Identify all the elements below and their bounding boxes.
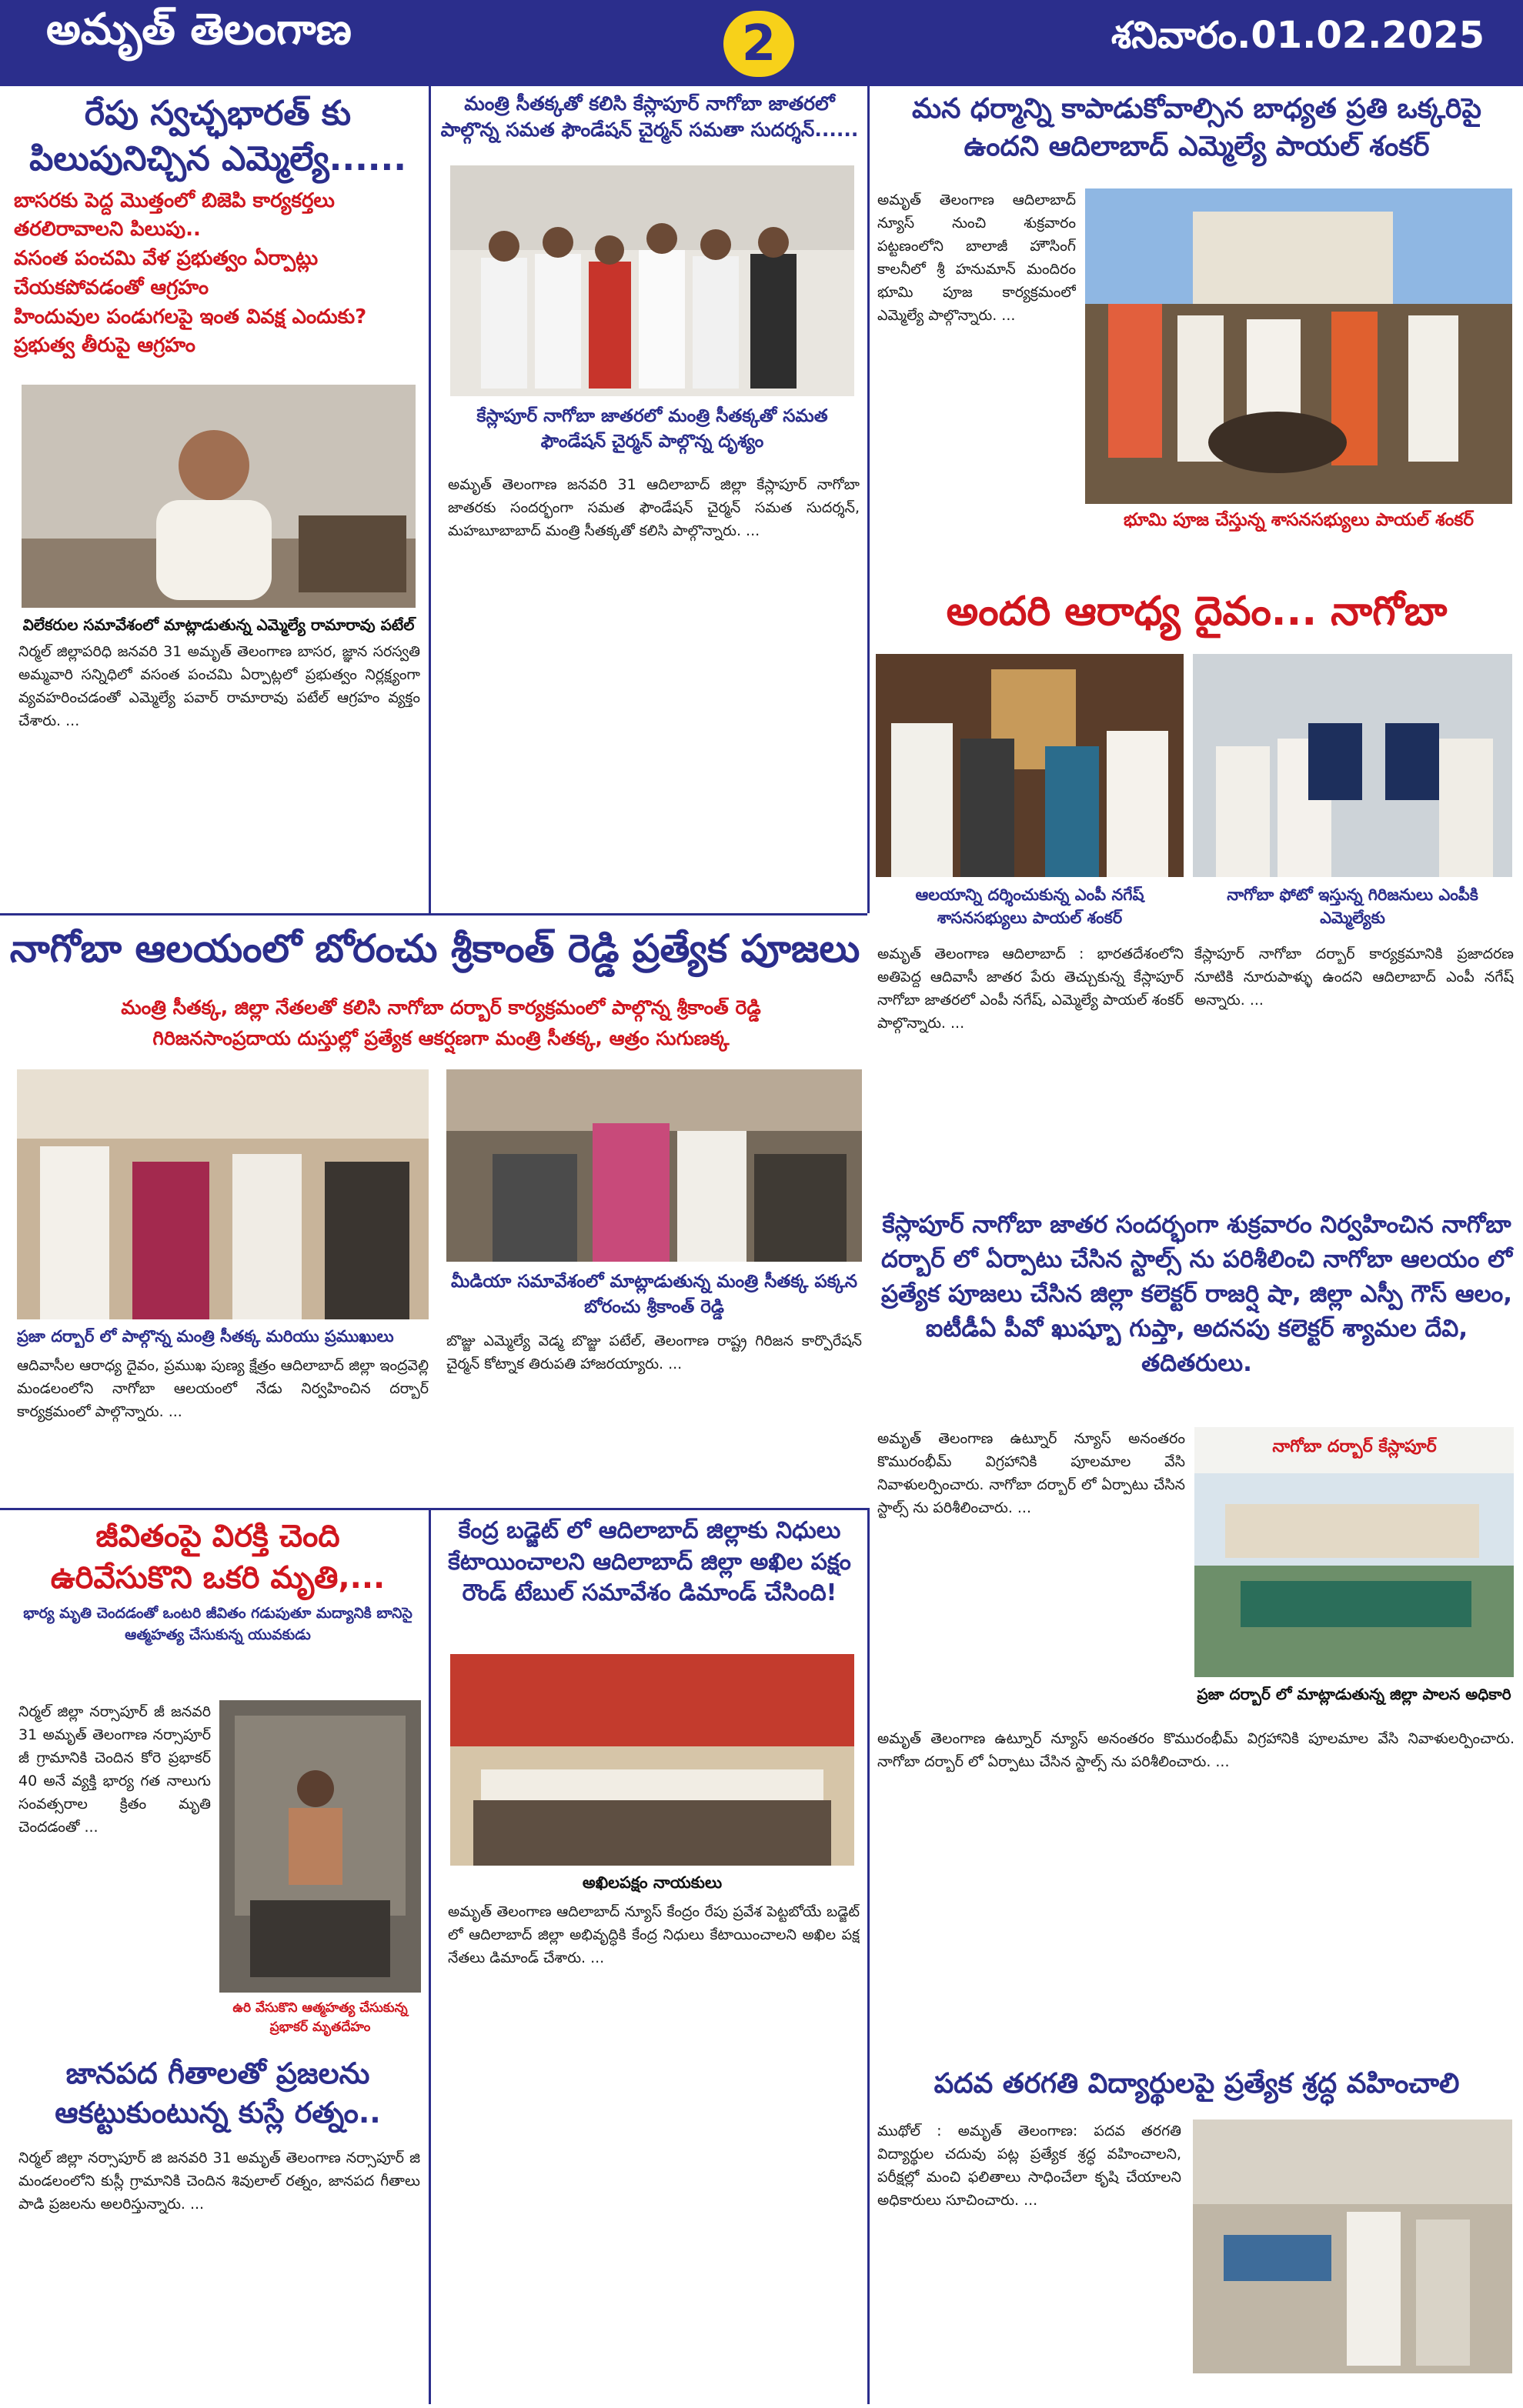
photo-all-party-meeting: [450, 1654, 854, 1866]
page-number-badge: 2: [723, 11, 794, 77]
article-body: ఆదివాసీల ఆరాధ్య దైవం, ప్రముఖ పుణ్య క్షేత్రం ఆదిలాబాద్ జిల్లా ఇంద్రవెల్లి మండలంలోని నాగోబా ఆలయంలో నేడు నిర్వహించిన దర్బార్ కార్యక్రమంలో పాల్గొన్నారు. ...: [17, 1357, 429, 1420]
headline: పిలుపునిచ్చిన ఎమ్మెల్యే......: [29, 139, 406, 179]
article-body: అమృత్ తెలంగాణ ఉట్నూర్ న్యూస్ అనంతరం కొమురంభీమ్ విగ్రహానికి పూలమాల వేసి నివాళులర్పించారు. నాగోబా దర్బార్ లో ఏర్పాటు చేసిన స్టాల్స్ ను పరిశీలించారు. ...: [877, 1430, 1185, 1516]
column-divider: [429, 1508, 431, 2404]
headline: ఉరివేసుకొని ఒకరి మృతి,...: [50, 1560, 386, 1596]
banner-text: నాగోబా దర్బార్ కేస్లాపూర్: [1272, 1437, 1437, 1456]
subheadline: వసంత పంచమి వేళ ప్రభుత్వం ఏర్పాట్లు: [14, 247, 319, 271]
photo-nagoba-portrait-gift: [1193, 654, 1512, 877]
masthead-title: అమృత్ తెలంగాణ: [46, 5, 352, 55]
article-body: నిర్మల్ జిల్లా నర్సాపూర్ జి జనవరి 31 అమృత్ తెలంగాణ నర్సాపూర్ జి మండలంలోని కుస్లీ గ్రామానికి చెందిన శివులాల్ రత్నం, జానపద గీతాలు పాడి ప్రజలను అలరిస్తున్నారు. ...: [18, 2150, 420, 2213]
masthead-date: శనివారం.01.02.2025: [1111, 14, 1485, 57]
column-divider: [867, 86, 870, 913]
photo-caption: ప్రజా దర్బార్ లో మాట్లాడుతున్న జిల్లా పాలన అధికారి: [1197, 1685, 1511, 1703]
section-divider: [0, 1508, 867, 1510]
story-suicide: [14, 1516, 422, 1646]
photo-temple-visit: [876, 654, 1184, 877]
photo-caption: భూమి పూజ చేస్తున్న శాసనసభ్యులు పాయల్ శంకర్: [1123, 510, 1475, 530]
headline: ఉందని ఆదిలాబాద్ ఎమ్మెల్యే పాయల్ శంకర్: [964, 130, 1430, 162]
photo-deceased: [219, 1700, 421, 1993]
headline: ఆకట్టుకుంటున్న కుస్లే రత్నం..: [55, 2096, 381, 2130]
subheadline: ప్రభుత్వ తీరుపై ఆగ్రహం: [14, 334, 195, 358]
article-body: అమృత్ తెలంగాణ జనవరి 31 ఆదిలాబాద్ జిల్లా కేస్లాపూర్ నాగోబా జాతరకు సందర్భంగా సమత ఫౌండేషన్ చైర్మన్ సమత సుదర్శన్, మహబూబాబాద్ మంత్రి సీతక్కతో కలిసి పాల్గొన్నారు. ...: [448, 476, 860, 539]
column-divider: [429, 86, 431, 913]
subheadline: హిందువుల పండుగలపై ఇంత వివక్ష ఎందుకు?: [14, 305, 367, 329]
article-body: నిర్మల్ జిల్లా నర్సాపూర్ జీ జనవరి 31 అమృత్ తెలంగాణ నర్సాపూర్ జీ గ్రామానికి చెందిన కోరె ప్రభాకర్ 40 అనే వ్యక్తి భార్య గత నాలుగు సంవత్సరాల క్రితం మృతి చెందడంతో ...: [18, 1703, 211, 1836]
subheadline: మంత్రి సీతక్క, జిల్లా నేతలతో కలిసి నాగోబా దర్బార్ కార్యక్రమంలో పాల్గొన్న శ్రీకాంత్ రెడ్డి: [121, 996, 761, 1019]
headline: మన ధర్మాన్ని కాపాడుకోవాల్సిన బాధ్యత ప్రతి ఒక్కరిపై: [911, 93, 1481, 125]
headline: కేస్లాపూర్ నాగోబా జాతర సందర్భంగా శుక్రవారం నిర్వహించిన నాగోబా దర్బార్ లో ఏర్పాటు చేసిన స్టాల్స్ ను పరిశీలించి నాగోబా ఆలయం లో ప్రత్యేక పూజలు చేసిన జిల్లా కలెక్టర్ రాజర్షి షా, జిల్లా ఎస్పీ గౌస్ ఆలం, ఐటీడీఏ పీవో ఖుష్బూ గుప్తా, అదనపు కలెక్టర్ శ్యామల దేవి, తదితరులు.: [880, 1211, 1513, 1377]
photo-bhoomi-pooja: [1085, 188, 1512, 504]
article-body: అమృత్ తెలంగాణ ఆదిలాబాద్ న్యూస్ నుంచి శుక్రవారం పట్టణంలోని బాలాజీ హౌసింగ్ కాలనీలో శ్రీ హనుమాన్ మందిరం భూమి పూజ కార్యక్రమంలో ఎమ్మెల్యే పాల్గొన్నారు. ...: [877, 192, 1076, 324]
article-body: బొజ్జు ఎమ్మెల్యే వెడ్మ బొజ్జు పటేల్, తెలంగాణ రాష్ట్ర గిరిజన కార్పొరేషన్ చైర్మన్ కోట్నాక తిరుపతి హాజరయ్యారు. ...: [446, 1332, 862, 1372]
photo-caption: అఖిలపక్షం నాయకులు: [582, 1873, 723, 1892]
photo-caption: ఉరి వేసుకొని ఆత్మహత్య చేసుకున్న ప్రభాకర్ మృతదేహం: [232, 2000, 408, 2035]
subheadline: తరలిరావాలని పిలుపు..: [14, 218, 201, 242]
subheadline: భార్య మృతి చెందడంతో ఒంటరి జీవితం గడుపుతూ మద్యానికి బానిసై ఆత్మహత్య చేసుకున్న యువకుడు: [23, 1605, 412, 1643]
headline: అందరి ఆరాధ్య దైవం... నాగోబా: [946, 589, 1448, 635]
headline: రేపు స్వచ్ఛభారత్ కు: [84, 94, 352, 133]
headline: పాల్గొన్న సమత ఫౌండేషన్ చైర్మన్ సమతా సుదర్శన్......: [440, 118, 859, 141]
column-divider: [867, 1508, 870, 2404]
photo-mla-press-meet: [22, 385, 416, 608]
story-folk-singer: [14, 2054, 422, 2133]
photo-caption: కేస్లాపూర్ నాగోబా జాతరలో మంత్రి సీతక్కతో సమత ఫౌండేషన్ చైర్మన్ పాల్గొన్న దృశ్యం: [476, 406, 828, 452]
photo-praja-darbar-minister: [17, 1069, 429, 1319]
photo-media-meet: [446, 1069, 862, 1262]
photo-school-visit: [1193, 2120, 1512, 2373]
story-payal-shankar: [877, 91, 1516, 165]
story-budget: [437, 1516, 862, 1609]
photo-praja-darbar: [1194, 1427, 1514, 1677]
headline: పదవ తరగతి విద్యార్థులపై ప్రత్యేక శ్రద్ధ వహించాలి: [934, 2068, 1460, 2099]
photo-caption: నాగోబా ఫోటో ఇస్తున్న గిరిజనులు ఎంపీకి ఎమ్మెల్యేకు: [1227, 885, 1478, 928]
section-divider: [0, 913, 867, 916]
subheadline: గిరిజనసాంప్రదాయ దుస్తుల్లో ప్రత్యేక ఆకర్షణగా మంత్రి సీతక్క, ఆత్రం సుగుణక్క: [152, 1027, 730, 1049]
article-body: ముథోల్ : అమృత్ తెలంగాణ: పదవ తరగతి విద్యార్థుల చదువు పట్ల ప్రత్యేక శ్రద్ధ వహించాలని, పరీక్షల్లో మంచి ఫలితాలు సాధించేలా కృషి చేయాలని అధికారులు సూచించారు. ...: [877, 2123, 1181, 2209]
headline: కేంద్ర బడ్జెట్ లో ఆదిలాబాద్ జిల్లాకు నిధులు: [458, 1517, 841, 1544]
article-body: నిర్మల్ జిల్లాపరిధి జనవరి 31 అమృత్ తెలంగాణ బాసర, జ్ఞాన సరస్వతి అమ్మవారి సన్నిధిలో వసంత పంచమి ఏర్పాట్లలో ప్రభుత్వం నిర్లక్ష్యంగా వ్యవహరించడంతో ఎమ్మెల్యే పవార్ రామారావు పటేల్ ఆగ్రహం వ్యక్తం చేశారు. ...: [18, 643, 420, 729]
photo-caption: ఆలయాన్ని దర్శించుకున్న ఎంపీ నగేష్ శాసనసభ్యులు పాయల్ శంకర్: [915, 885, 1144, 928]
headline: జీవితంపై విరక్తి చెంది: [95, 1519, 340, 1554]
photo-caption: ప్రజా దర్బార్ లో పాల్గొన్న మంత్రి సీతక్క మరియు ప్రముఖులు: [17, 1327, 394, 1346]
subheadline: చేయకపోవడంతో ఆగ్రహం: [14, 275, 209, 299]
headline: జానపద గీతాలతో ప్రజలను: [65, 2056, 370, 2090]
story-samatha-foundation: [437, 91, 862, 143]
photo-samatha-with-minister: [450, 165, 854, 396]
photo-caption: మీడియా సమావేశంలో మాట్లాడుతున్న మంత్రి సీతక్క పక్కన బోరంచు శ్రీకాంత్ రెడ్డి: [451, 1272, 857, 1318]
photo-caption: విలేకరుల సమావేశంలో మాట్లాడుతున్న ఎమ్మెల్యే రామారావు పటేల్: [22, 615, 415, 634]
article-body: అమృత్ తెలంగాణ ఆదిలాబాద్ : భారతదేశంలోని అతిపెద్ద ఆదివాసీ జాతర పేరు తెచ్చుకున్న కేస్లాపూర్ నాగోబా జాతరలో ఎంపీ నగేష్, ఎమ్మెల్యే పాయల్ శంకర్ పాల్గొన్నారు. ...: [877, 946, 1184, 1032]
headline: రౌండ్ టేబుల్ సమావేశం డిమాండ్ చేసింది!: [462, 1579, 837, 1606]
article-body: కేస్లాపూర్ నాగోబా దర్బార్ కార్యక్రమానికి ప్రజాదరణ నూటికి నూరుపాళ్ళు ఉందని ఆదిలాబాద్ ఎంపీ నగేష్ అన్నారు. ...: [1194, 946, 1514, 1009]
headline: కేటాయించాలని ఆదిలాబాద్ జిల్లా అఖిల పక్షం: [448, 1548, 851, 1576]
article-body: అమృత్ తెలంగాణ ఉట్నూర్ న్యూస్ అనంతరం కొమురంభీమ్ విగ్రహానికి పూలమాల వేసి నివాళులర్పించారు. నాగోబా దర్బార్ లో ఏర్పాటు చేసిన స్టాల్స్ ను పరిశీలించారు. ...: [877, 1730, 1515, 1770]
headline: మంత్రి సీతక్కతో కలిసి కేస్లాపూర్ నాగోబా జాతరలో: [464, 92, 835, 115]
headline: నాగోబా ఆలయంలో బోరంచు శ్రీకాంత్ రెడ్డి ప్రత్యేక పూజలు: [9, 926, 860, 971]
subheadline: బాసరకు పెద్ద మొత్తంలో బిజెపి కార్యకర్తలు: [14, 188, 335, 212]
article-body: అమృత్ తెలంగాణ ఆదిలాబాద్ న్యూస్ కేంద్రం రేపు ప్రవేశ పెట్టబోయే బడ్జెట్ లో ఆదిలాబాద్ జిల్లా అభివృద్ధికి కేంద్ర నిధులు కేటాయించాలని అఖిల పక్ష నేతలు డిమాండ్ చేశారు. ...: [448, 1903, 860, 1966]
